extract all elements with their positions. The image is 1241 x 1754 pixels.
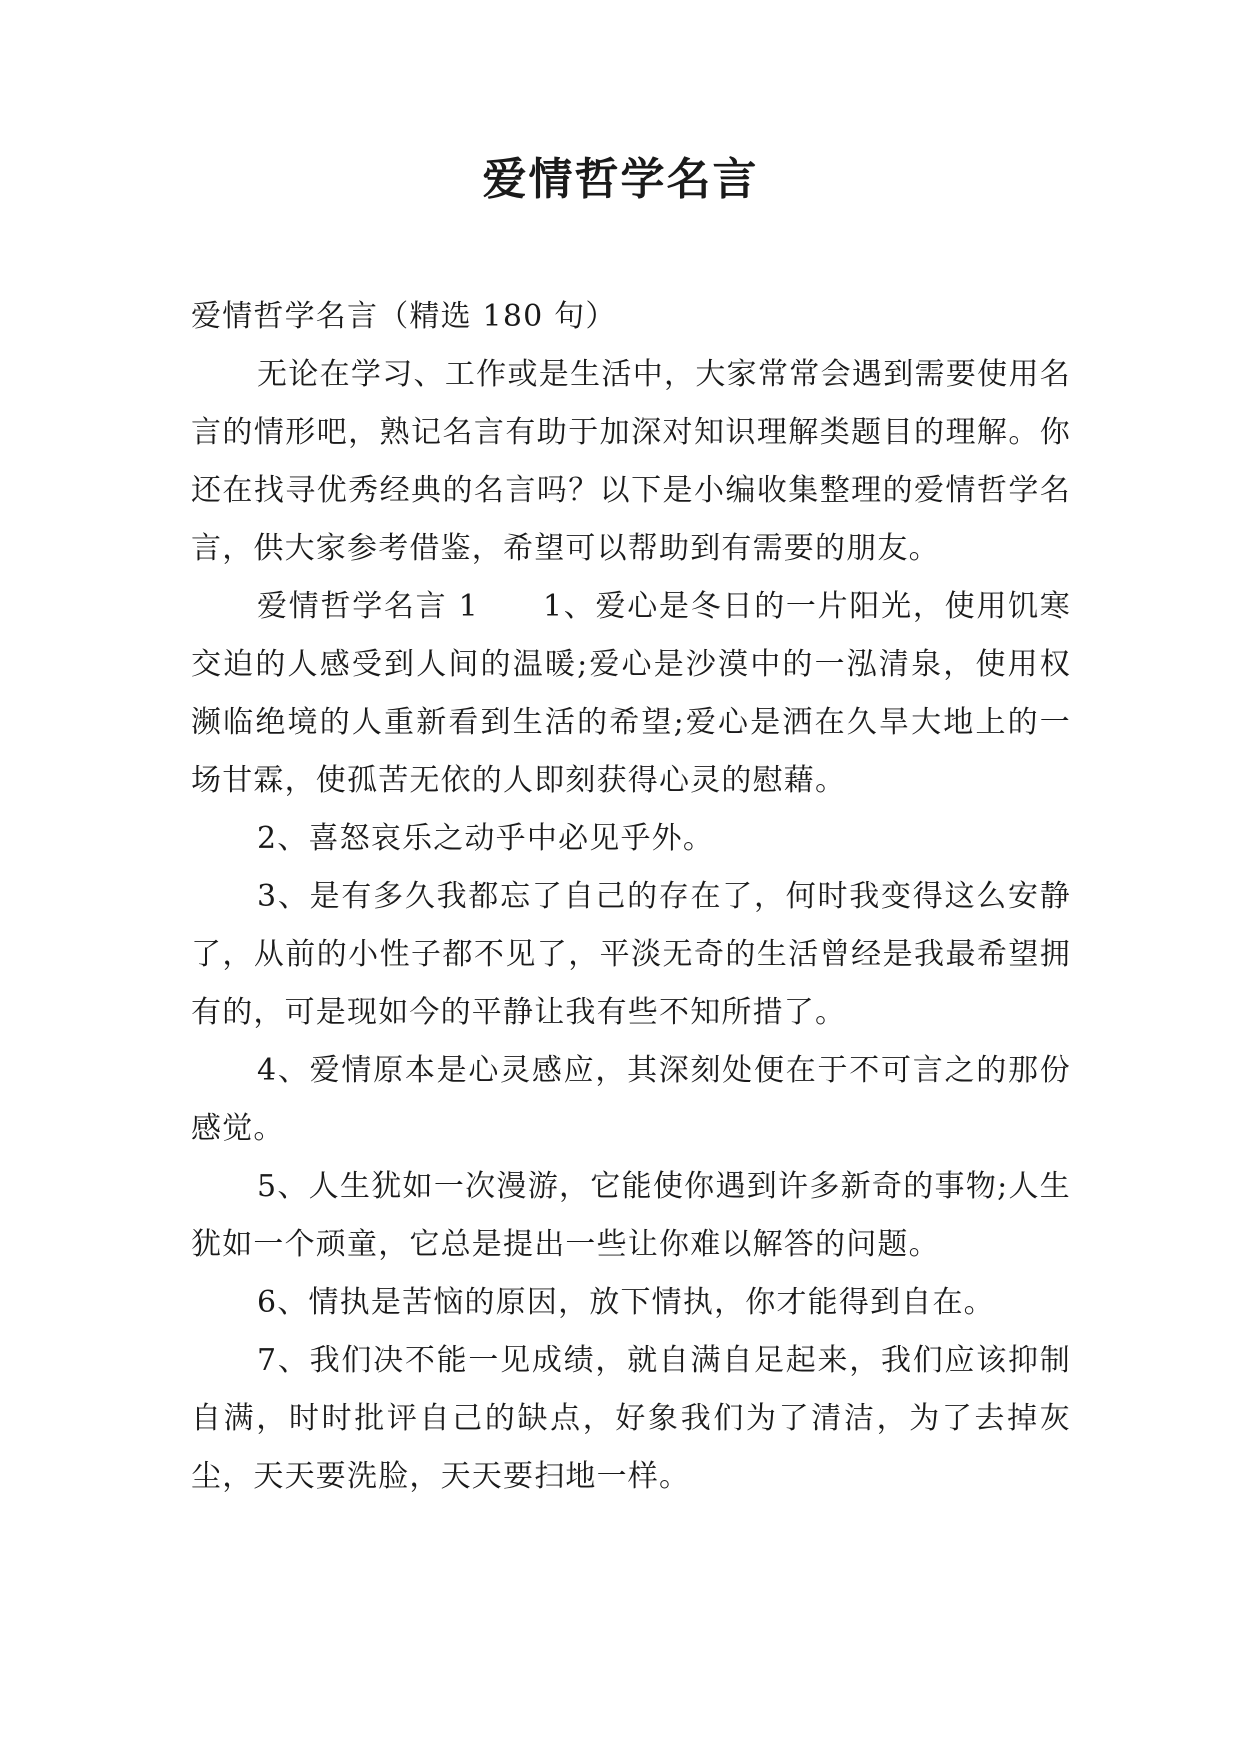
document-body [191,288,1071,1506]
paragraph-quote-1: 爱情哲学名言 1 1、爱心是冬日的一片阳光，使用饥寒交迫的人感受到人间的温暖;爱心是沙漠中的一泓清泉，使用权濒临绝境的人重新看到生活的希望;爱心是洒在久旱大地上的一场甘霖，使孤苦无依的人即刻获得心灵的慰藉。 [191,589,1071,798]
paragraph-quote-7: 7、我们决不能一见成绩，就自满自足起来，我们应该抑制自满，时时批评自己的缺点，好象我们为了清洁，为了去掉灰尘，天天要洗脸，天天要扫地一样。 [191,1343,1071,1494]
paragraph-quote-6: 6、情执是苦恼的原因，放下情执，你才能得到自在。 [257,1285,995,1320]
paragraph-intro: 无论在学习、工作或是生活中，大家常常会遇到需要使用名言的情形吧，熟记名言有助于加深对知识理解类题目的理解。你还在找寻优秀经典的名言吗？以下是小编收集整理的爱情哲学名言，供大家参考借鉴，希望可以帮助到有需要的朋友。 [191,357,1071,566]
paragraph-quote-4: 4、爱情原本是心灵感应，其深刻处便在于不可言之的那份感觉。 [191,1053,1071,1146]
paragraph-quote-3: 3、是有多久我都忘了自己的存在了，何时我变得这么安静了，从前的小性子都不见了，平淡无奇的生活曾经是我最希望拥有的，可是现如今的平静让我有些不知所措了。 [191,879,1071,1030]
paragraph-quote-5: 5、人生犹如一次漫游，它能使你遇到许多新奇的事物;人生犹如一个顽童，它总是提出一些让你难以解答的问题。 [191,1169,1071,1262]
document-title: 爱情哲学名言 [482,154,759,205]
document-subtitle: 爱情哲学名言（精选 180 句） [191,299,617,334]
paragraph-quote-2: 2、喜怒哀乐之动乎中必见乎外。 [257,821,715,856]
